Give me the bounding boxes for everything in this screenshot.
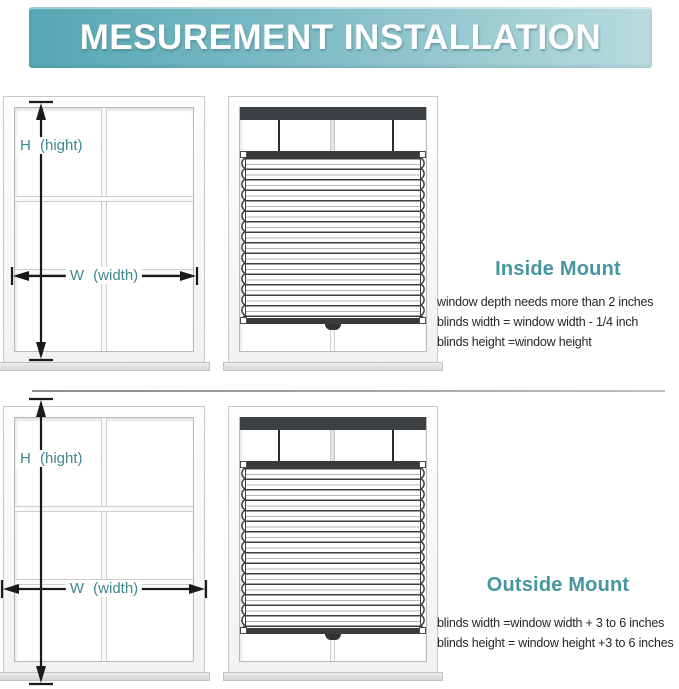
bracket-cap [419, 151, 426, 158]
blind-headrail [240, 417, 426, 430]
lift-cord [278, 120, 280, 152]
outside-mount-info [437, 574, 679, 653]
lift-cord [392, 120, 394, 152]
pleat-edge-right [419, 158, 427, 318]
page-title: MESUREMENT INSTALLATION [79, 18, 602, 57]
window-with-blinds-outside [228, 406, 438, 673]
pleat-edge-right [419, 468, 427, 628]
window-sill [223, 672, 443, 681]
inside-mount-line: blinds height =window height [437, 335, 592, 349]
lift-cord [278, 430, 280, 462]
pleated-shade [245, 468, 421, 628]
arrowhead-left-icon [13, 271, 29, 281]
arrowhead-right-icon [189, 584, 205, 594]
pleat-edge-left [239, 468, 247, 628]
inside-mount-info [437, 258, 679, 352]
width-label-outside: W (width) [66, 580, 142, 597]
width-label-inside: W (width) [66, 267, 142, 284]
arrowhead-left-icon [3, 584, 19, 594]
lift-cord [392, 430, 394, 462]
bracket-cap [240, 461, 247, 468]
section-divider [32, 390, 665, 392]
bracket-cap [240, 317, 247, 324]
blind-top-rail [243, 151, 423, 158]
inside-mount-line: window depth needs more than 2 inches [437, 295, 654, 309]
inside-mount-line: blinds width = window width - 1/4 inch [437, 315, 639, 329]
window-sill [223, 362, 443, 371]
bracket-cap [419, 461, 426, 468]
bracket-cap [419, 317, 426, 324]
pleat-edge-left [239, 158, 247, 318]
arrowhead-down-icon [36, 342, 46, 359]
bracket-cap [240, 151, 247, 158]
window-with-blinds-inside [228, 96, 438, 363]
arrowhead-right-icon [180, 271, 196, 281]
outside-mount-line: blinds height = window height +3 to 6 inches [437, 636, 674, 650]
arrowhead-down-icon [36, 666, 46, 683]
arrowhead-up-icon [36, 400, 46, 417]
blind-top-rail [243, 461, 423, 468]
bracket-cap [419, 627, 426, 634]
arrowhead-up-icon [36, 103, 46, 120]
outside-mount-title: Outside Mount [486, 574, 630, 596]
pleated-shade [245, 158, 421, 318]
header-banner [29, 7, 652, 68]
blind-headrail [240, 107, 426, 120]
height-label-outside: H (hight) [16, 450, 87, 467]
dimension-arrows-outside [0, 396, 220, 688]
height-label-inside: H (hight) [16, 137, 87, 154]
inside-mount-title: Inside Mount [495, 258, 621, 280]
bracket-cap [240, 627, 247, 634]
outside-mount-line: blinds width =window width + 3 to 6 inches [437, 616, 665, 630]
